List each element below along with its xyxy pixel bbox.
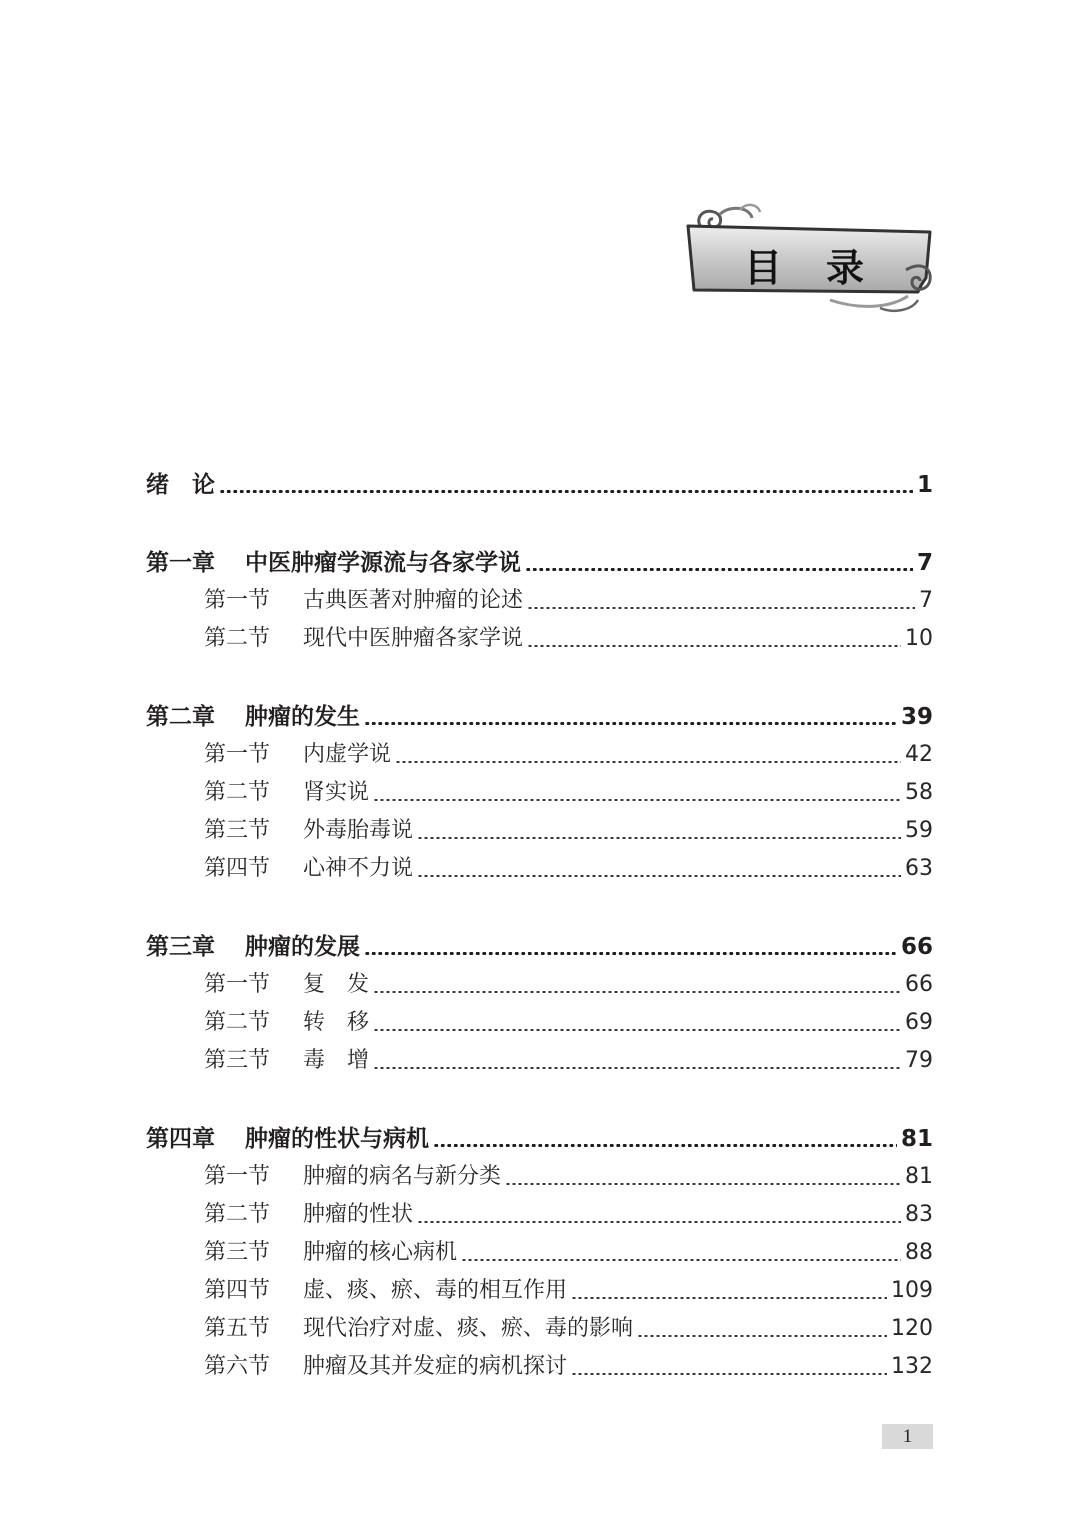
section-page: 59 (905, 818, 933, 843)
section-number: 第一节 (204, 588, 271, 613)
section-title: 肿瘤的性状 (303, 1202, 414, 1227)
toc-chapter-group (146, 928, 933, 1080)
toc-section-entry[interactable] (146, 1348, 933, 1386)
section-number: 第三节 (204, 1048, 271, 1073)
toc-section-entry[interactable] (146, 774, 933, 812)
toc-entry-intro[interactable] (146, 466, 933, 504)
dot-leader (571, 1373, 887, 1375)
dot-leader (395, 761, 901, 763)
section-title: 肿瘤及其并发症的病机探讨 (303, 1354, 568, 1379)
section-page: 109 (891, 1278, 933, 1303)
toc-section-entry[interactable] (146, 966, 933, 1004)
toc-section-entry[interactable] (146, 850, 933, 888)
toc-section-entry[interactable] (146, 812, 933, 850)
section-page: 42 (905, 742, 933, 767)
dot-leader (417, 1221, 901, 1223)
section-number: 第三节 (204, 1240, 271, 1265)
chapter-page: 7 (916, 550, 933, 576)
section-number: 第三节 (204, 818, 271, 843)
section-number: 第四节 (204, 1278, 271, 1303)
section-title: 转 移 (303, 1010, 370, 1035)
section-title: 肾实说 (303, 780, 370, 805)
section-page: 83 (905, 1202, 933, 1227)
page-number-text: 1 (902, 1425, 913, 1447)
dot-leader (417, 837, 901, 839)
section-number: 第二节 (204, 1202, 271, 1227)
section-title: 肿瘤的核心病机 (303, 1240, 458, 1265)
section-number: 第二节 (204, 1010, 271, 1035)
section-page: 63 (905, 856, 933, 881)
section-title: 现代治疗对虚、痰、瘀、毒的影响 (303, 1316, 634, 1341)
toc-entry-title: 绪 论 (146, 472, 215, 498)
dot-leader (373, 1029, 901, 1031)
chapter-page: 39 (900, 704, 933, 730)
dot-leader (364, 722, 897, 725)
chapter-page: 66 (900, 934, 933, 960)
toc-section-entry[interactable] (146, 1158, 933, 1196)
page-title (744, 236, 864, 292)
toc-chapter-entry[interactable] (146, 698, 933, 736)
section-number: 第四节 (204, 856, 271, 881)
toc-section-entry[interactable] (146, 1272, 933, 1310)
chapter-number: 第一章 (146, 550, 215, 576)
page-title-char: 录 (825, 244, 864, 290)
section-number: 第五节 (204, 1316, 271, 1341)
section-page: 10 (905, 626, 933, 651)
page-title-char: 目 (744, 244, 783, 290)
section-title: 现代中医肿瘤各家学说 (303, 626, 524, 651)
section-number: 第六节 (204, 1354, 271, 1379)
dot-leader (433, 1144, 897, 1147)
dot-leader (373, 1067, 901, 1069)
chapter-number: 第二章 (146, 704, 215, 730)
dot-leader (219, 490, 913, 493)
section-page: 120 (891, 1316, 933, 1341)
dot-leader (505, 1183, 901, 1185)
dot-leader (373, 799, 901, 801)
section-number: 第一节 (204, 1164, 271, 1189)
dot-leader (571, 1297, 887, 1299)
section-number: 第二节 (204, 780, 271, 805)
section-title: 肿瘤的病名与新分类 (303, 1164, 502, 1189)
chapter-title: 肿瘤的性状与病机 (245, 1126, 429, 1152)
toc-intro-group (146, 466, 933, 504)
section-number: 第一节 (204, 742, 271, 767)
dot-leader (525, 568, 913, 571)
page-number (882, 1424, 933, 1449)
toc-section-entry[interactable] (146, 1310, 933, 1348)
dot-leader (527, 607, 915, 609)
toc-entry-page: 1 (916, 472, 933, 498)
section-page: 81 (905, 1164, 933, 1189)
section-number: 第二节 (204, 626, 271, 651)
dot-leader (373, 991, 901, 993)
chapter-title: 中医肿瘤学源流与各家学说 (245, 550, 521, 576)
section-title: 毒 增 (303, 1048, 370, 1073)
section-page: 69 (905, 1010, 933, 1035)
chapter-title: 肿瘤的发生 (245, 704, 360, 730)
dot-leader (527, 645, 901, 647)
toc-section-entry[interactable] (146, 582, 933, 620)
toc-section-entry[interactable] (146, 1234, 933, 1272)
section-title: 心神不力说 (303, 856, 414, 881)
section-page: 88 (905, 1240, 933, 1265)
section-title: 古典医著对肿瘤的论述 (303, 588, 524, 613)
toc-chapter-group (146, 1120, 933, 1386)
chapter-number: 第四章 (146, 1126, 215, 1152)
dot-leader (364, 952, 897, 955)
dot-leader (637, 1335, 887, 1337)
toc-chapter-entry[interactable] (146, 544, 933, 582)
chapter-title: 肿瘤的发展 (245, 934, 360, 960)
section-number: 第一节 (204, 972, 271, 997)
toc-chapter-entry[interactable] (146, 928, 933, 966)
section-page: 66 (905, 972, 933, 997)
dot-leader (417, 875, 901, 877)
section-page: 7 (919, 588, 933, 613)
section-title: 外毒胎毒说 (303, 818, 414, 843)
toc-chapter-entry[interactable] (146, 1120, 933, 1158)
section-page: 58 (905, 780, 933, 805)
toc-chapter-group (146, 544, 933, 658)
section-page: 132 (891, 1354, 933, 1379)
chapter-number: 第三章 (146, 934, 215, 960)
chapter-page: 81 (900, 1126, 933, 1152)
section-title: 复 发 (303, 972, 370, 997)
toc-section-entry[interactable] (146, 620, 933, 658)
section-title: 虚、痰、瘀、毒的相互作用 (303, 1278, 568, 1303)
section-page: 79 (905, 1048, 933, 1073)
toc-section-entry[interactable] (146, 736, 933, 774)
toc-section-entry[interactable] (146, 1196, 933, 1234)
section-title: 内虚学说 (303, 742, 392, 767)
table-of-contents (146, 466, 933, 1426)
dot-leader (461, 1259, 901, 1261)
toc-section-entry[interactable] (146, 1004, 933, 1042)
toc-chapter-group (146, 698, 933, 888)
toc-section-entry[interactable] (146, 1042, 933, 1080)
